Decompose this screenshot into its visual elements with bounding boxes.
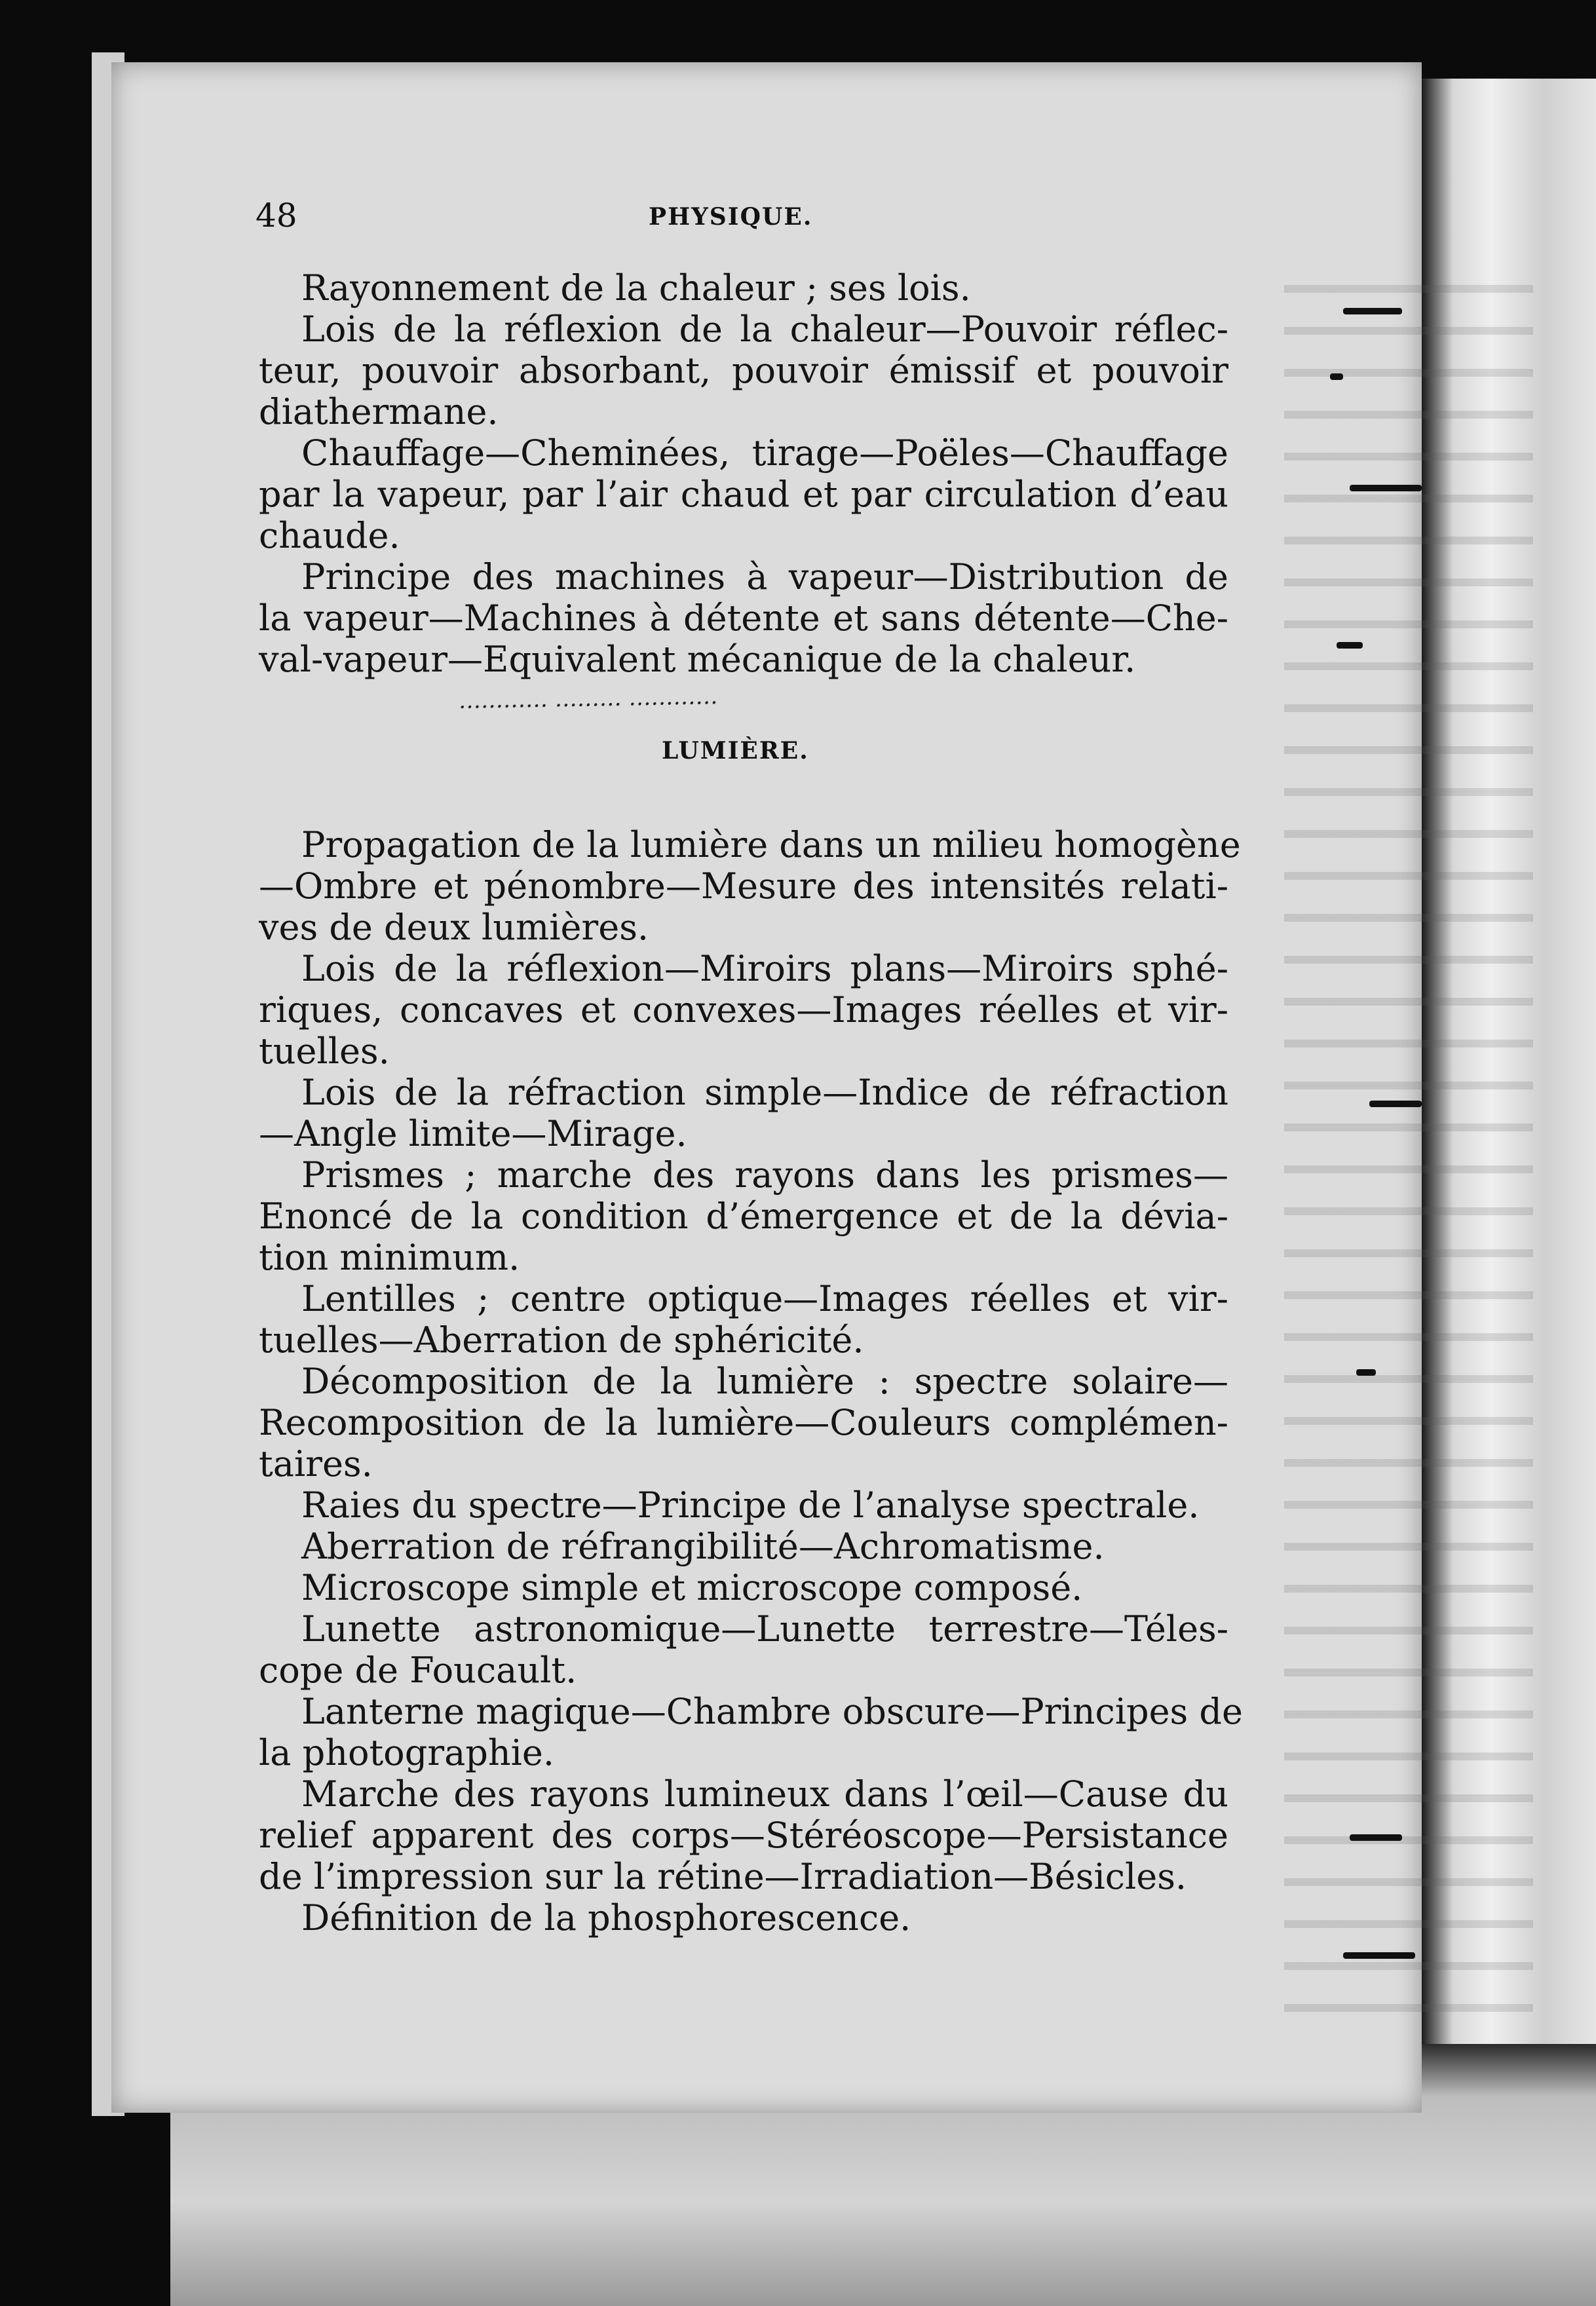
text-line: ves de deux lumières.: [259, 907, 649, 948]
text-line: —Ombre et pénombre—Mesure des intensités relati-: [259, 865, 1228, 907]
text-line: Prismes ; marche des rayons dans les prismes—: [301, 1154, 1228, 1196]
text-line: Rayonnement de la chaleur ; ses lois.: [301, 267, 971, 309]
text-line: tuelles—Aberration de sphéricité.: [259, 1319, 864, 1361]
text-line: Lois de la réflexion de la chaleur—Pouvoir réflec-: [301, 309, 1228, 350]
text-line: Décomposition de la lumière : spectre solaire—: [301, 1361, 1228, 1402]
text-line: Lanterne magique—Chambre obscure—Principes de: [301, 1691, 1243, 1732]
text-line: relief apparent des corps—Stéréoscope—Persistance: [259, 1815, 1228, 1856]
text-line: riques, concaves et convexes—Images réelles et vir-: [259, 989, 1228, 1030]
text-line: chaude.: [259, 515, 400, 556]
text-line: Propagation de la lumière dans un milieu homogène: [301, 824, 1241, 865]
running-head: [256, 197, 1238, 242]
text-line: Définition de la phosphorescence.: [301, 1897, 911, 1938]
text-line: taires.: [259, 1443, 373, 1484]
text-line: la vapeur—Machines à détente et sans détente—Che-: [259, 597, 1228, 639]
text-line: par la vapeur, par l’air chaud et par circulation d’eau: [259, 474, 1228, 515]
chaleur-section: [259, 267, 1228, 680]
text-line: —Angle limite—Mirage.: [259, 1113, 687, 1154]
text-line: val-vapeur—Equivalent mécanique de la chaleur.: [259, 639, 1136, 680]
text-line: diathermane.: [259, 391, 499, 432]
text-line: Recomposition de la lumière—Couleurs complémen-: [259, 1402, 1228, 1443]
text-line: Lentilles ; centre optique—Images réelles et vir-: [301, 1278, 1228, 1319]
page-tabs: [1330, 249, 1422, 2018]
text-line: Lunette astronomique—Lunette terrestre—Téles-: [301, 1608, 1228, 1650]
text-line: Principe des machines à vapeur—Distribution de: [301, 556, 1228, 597]
text-line: cope de Foucault.: [259, 1650, 577, 1691]
text-line: Raies du spectre—Principe de l’analyse spectrale.: [301, 1484, 1200, 1526]
page-number: 48: [256, 197, 297, 235]
running-title: PHYSIQUE.: [649, 203, 813, 231]
text-line: de l’impression sur la rétine—Irradiation—Bésicles.: [259, 1856, 1187, 1897]
text-line: Aberration de réfrangibilité—Achromatisme.: [301, 1526, 1105, 1567]
text-line: Lois de la réfraction simple—Indice de réfraction: [301, 1072, 1228, 1113]
handwritten-annotation: ………… ……… …………: [458, 683, 718, 714]
text-line: teur, pouvoir absorbant, pouvoir émissif et pouvoir: [259, 350, 1228, 391]
lumiere-section: [259, 824, 1243, 1938]
text-line: Enoncé de la condition d’émergence et de la dévia-: [259, 1196, 1228, 1237]
text-line: la photographie.: [259, 1732, 555, 1773]
text-line: Microscope simple et microscope composé.: [301, 1567, 1083, 1608]
text-line: Lois de la réflexion—Miroirs plans—Miroirs sphé-: [301, 948, 1228, 989]
text-line: tion minimum.: [259, 1237, 520, 1278]
section-title-lumiere: LUMIÈRE.: [662, 737, 809, 765]
text-line: Marche des rayons lumineux dans l’œil—Cause du: [301, 1773, 1228, 1815]
text-line: Chauffage—Cheminées, tirage—Poëles—Chauffage: [301, 432, 1228, 474]
text-line: tuelles.: [259, 1030, 390, 1072]
